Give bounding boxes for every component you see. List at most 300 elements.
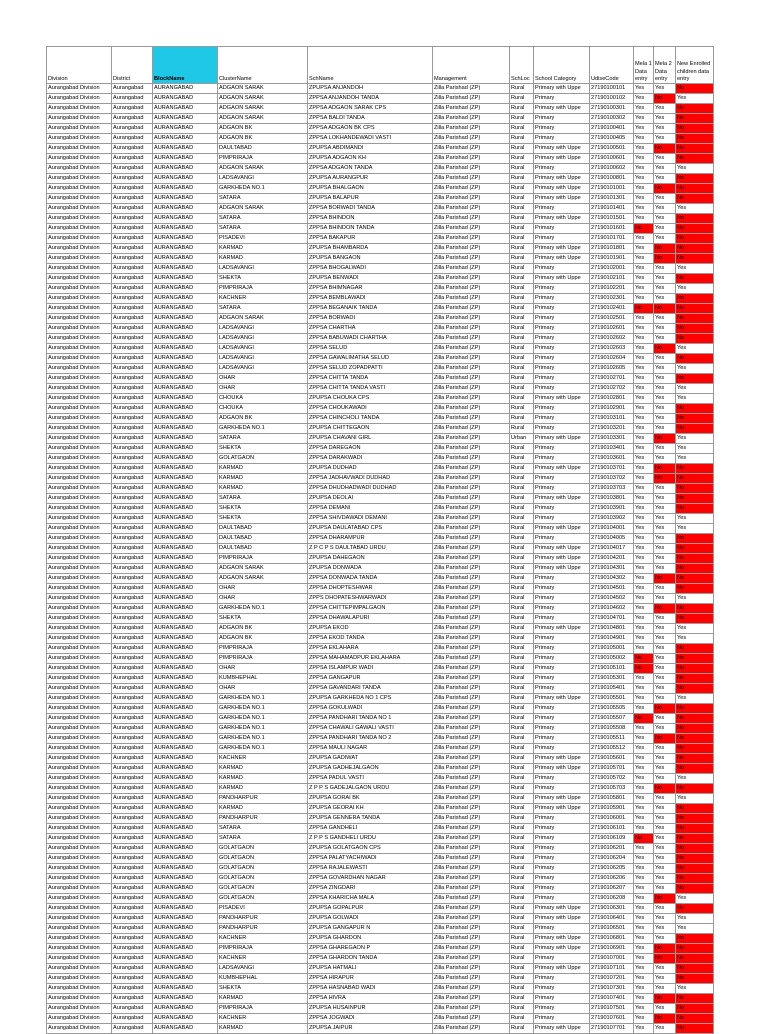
category-cell[interactable]: Primary with Uppe: [534, 914, 590, 924]
cluster-cell[interactable]: ADGAON SARAK: [218, 94, 308, 104]
udise-cell[interactable]: 27190107001: [590, 954, 634, 964]
school-name-cell[interactable]: ZPUPSA EKOD: [308, 624, 433, 634]
block-cell[interactable]: AURANGABAD: [153, 964, 218, 974]
management-cell[interactable]: Zilla Parishad (ZP): [433, 504, 510, 514]
new-enrolled-cell[interactable]: No: [676, 784, 714, 794]
block-cell[interactable]: AURANGABAD: [153, 584, 218, 594]
mela1-cell[interactable]: Yes: [634, 984, 654, 994]
mela1-cell[interactable]: Yes: [634, 1014, 654, 1024]
division-cell[interactable]: Aurangabad Division: [47, 184, 112, 194]
mela2-cell[interactable]: No: [654, 94, 676, 104]
mela1-cell[interactable]: Yes: [634, 184, 654, 194]
cluster-cell[interactable]: LADSAVANGI: [218, 324, 308, 334]
mela1-cell[interactable]: Yes: [634, 704, 654, 714]
division-cell[interactable]: Aurangabad Division: [47, 504, 112, 514]
district-cell[interactable]: Aurangabad: [112, 644, 153, 654]
management-cell[interactable]: Zilla Parishad (ZP): [433, 544, 510, 554]
mela2-cell[interactable]: No: [654, 894, 676, 904]
cluster-cell[interactable]: PISADEVI: [218, 234, 308, 244]
cluster-cell[interactable]: KUMBHEPHAL: [218, 974, 308, 984]
school-name-cell[interactable]: ZPPSA BAKAPUR: [308, 234, 433, 244]
category-cell[interactable]: Primary with Uppe: [534, 84, 590, 94]
category-cell[interactable]: Primary: [534, 594, 590, 604]
block-cell[interactable]: AURANGABAD: [153, 114, 218, 124]
school-name-cell[interactable]: ZPUPSA DEOLAI: [308, 494, 433, 504]
location-cell[interactable]: Rural: [510, 764, 534, 774]
division-cell[interactable]: Aurangabad Division: [47, 684, 112, 694]
cluster-cell[interactable]: GARKHEDA NO.1: [218, 734, 308, 744]
udise-cell[interactable]: 27190103401: [590, 444, 634, 454]
division-cell[interactable]: Aurangabad Division: [47, 194, 112, 204]
mela1-cell[interactable]: Yes: [634, 734, 654, 744]
management-cell[interactable]: Zilla Parishad (ZP): [433, 894, 510, 904]
cluster-cell[interactable]: DAULTABAD: [218, 534, 308, 544]
udise-cell[interactable]: 27190106109: [590, 834, 634, 844]
location-cell[interactable]: Rural: [510, 994, 534, 1004]
management-cell[interactable]: Zilla Parishad (ZP): [433, 704, 510, 714]
new-enrolled-cell[interactable]: No: [676, 84, 714, 94]
udise-cell[interactable]: 27190105507: [590, 714, 634, 724]
new-enrolled-cell[interactable]: No: [676, 1024, 714, 1034]
category-cell[interactable]: Primary: [534, 374, 590, 384]
block-cell[interactable]: AURANGABAD: [153, 164, 218, 174]
school-name-cell[interactable]: ZPUPSA BANGAON: [308, 254, 433, 264]
udise-cell[interactable]: 27190100101: [590, 84, 634, 94]
management-cell[interactable]: Zilla Parishad (ZP): [433, 224, 510, 234]
udise-cell[interactable]: 27190104005: [590, 534, 634, 544]
udise-cell[interactable]: 27190106208: [590, 894, 634, 904]
mela2-cell[interactable]: Yes: [654, 824, 676, 834]
new-enrolled-cell[interactable]: No: [676, 104, 714, 114]
new-enrolled-cell[interactable]: Yes: [676, 394, 714, 404]
cluster-cell[interactable]: KARMAD: [218, 764, 308, 774]
management-cell[interactable]: Zilla Parishad (ZP): [433, 784, 510, 794]
division-cell[interactable]: Aurangabad Division: [47, 464, 112, 474]
division-cell[interactable]: Aurangabad Division: [47, 274, 112, 284]
category-cell[interactable]: Primary: [534, 874, 590, 884]
school-name-cell[interactable]: ZPUPSA BHALGAON: [308, 184, 433, 194]
block-cell[interactable]: AURANGABAD: [153, 384, 218, 394]
school-name-cell[interactable]: ZPUPSA CHAVANI GIRL: [308, 434, 433, 444]
school-name-cell[interactable]: ZPPSA BABUWADI CHARTHA: [308, 334, 433, 344]
category-cell[interactable]: Primary: [534, 404, 590, 414]
block-cell[interactable]: AURANGABAD: [153, 254, 218, 264]
school-name-cell[interactable]: ZPPSA GAWALIMATHA SELUD: [308, 354, 433, 364]
district-cell[interactable]: Aurangabad: [112, 294, 153, 304]
location-cell[interactable]: Rural: [510, 964, 534, 974]
udise-cell[interactable]: 27190105511: [590, 734, 634, 744]
location-cell[interactable]: Rural: [510, 214, 534, 224]
location-cell[interactable]: Rural: [510, 314, 534, 324]
location-cell[interactable]: Rural: [510, 154, 534, 164]
mela2-cell[interactable]: Yes: [654, 564, 676, 574]
category-cell[interactable]: Primary: [534, 484, 590, 494]
new-enrolled-cell[interactable]: No: [676, 174, 714, 184]
division-cell[interactable]: Aurangabad Division: [47, 634, 112, 644]
block-cell[interactable]: AURANGABAD: [153, 664, 218, 674]
category-cell[interactable]: Primary: [534, 614, 590, 624]
district-cell[interactable]: Aurangabad: [112, 634, 153, 644]
division-cell[interactable]: Aurangabad Division: [47, 114, 112, 124]
district-cell[interactable]: Aurangabad: [112, 624, 153, 634]
district-cell[interactable]: Aurangabad: [112, 694, 153, 704]
management-cell[interactable]: Zilla Parishad (ZP): [433, 174, 510, 184]
management-cell[interactable]: Zilla Parishad (ZP): [433, 434, 510, 444]
district-cell[interactable]: Aurangabad: [112, 524, 153, 534]
division-cell[interactable]: Aurangabad Division: [47, 254, 112, 264]
school-name-cell[interactable]: ZPUPSA GHARDON: [308, 934, 433, 944]
category-cell[interactable]: Primary: [534, 304, 590, 314]
block-cell[interactable]: AURANGABAD: [153, 714, 218, 724]
mela1-cell[interactable]: Yes: [634, 214, 654, 224]
mela1-cell[interactable]: Yes: [634, 394, 654, 404]
location-cell[interactable]: Rural: [510, 514, 534, 524]
new-enrolled-cell[interactable]: No: [676, 834, 714, 844]
mela1-cell[interactable]: Yes: [634, 444, 654, 454]
cluster-cell[interactable]: SHEKTA: [218, 514, 308, 524]
school-name-cell[interactable]: ZPUPSA BHAMBARDA: [308, 244, 433, 254]
block-cell[interactable]: AURANGABAD: [153, 594, 218, 604]
cluster-cell[interactable]: PIMPRIRAJA: [218, 944, 308, 954]
cluster-cell[interactable]: ADGAON SARAK: [218, 164, 308, 174]
division-cell[interactable]: Aurangabad Division: [47, 834, 112, 844]
mela1-cell[interactable]: No: [634, 834, 654, 844]
mela1-cell[interactable]: Yes: [634, 504, 654, 514]
new-enrolled-cell[interactable]: Yes: [676, 514, 714, 524]
school-name-cell[interactable]: ZPPSA PANDHARI TANDA NO 2: [308, 734, 433, 744]
district-cell[interactable]: Aurangabad: [112, 884, 153, 894]
cluster-cell[interactable]: ADGAON BK: [218, 124, 308, 134]
mela2-cell[interactable]: Yes: [654, 984, 676, 994]
location-cell[interactable]: Rural: [510, 704, 534, 714]
category-cell[interactable]: Primary: [534, 724, 590, 734]
mela1-cell[interactable]: Yes: [634, 584, 654, 594]
mela1-cell[interactable]: Yes: [634, 604, 654, 614]
mela2-cell[interactable]: Yes: [654, 544, 676, 554]
udise-cell[interactable]: 27190104501: [590, 584, 634, 594]
management-cell[interactable]: Zilla Parishad (ZP): [433, 854, 510, 864]
cluster-cell[interactable]: SHEKTA: [218, 274, 308, 284]
block-cell[interactable]: AURANGABAD: [153, 1014, 218, 1024]
mela1-cell[interactable]: Yes: [634, 1004, 654, 1014]
mela1-cell[interactable]: Yes: [634, 94, 654, 104]
new-enrolled-cell[interactable]: No: [676, 564, 714, 574]
cluster-cell[interactable]: LADSAVANGI: [218, 354, 308, 364]
udise-cell[interactable]: 27190105301: [590, 674, 634, 684]
mela1-cell[interactable]: Yes: [634, 84, 654, 94]
udise-cell[interactable]: 27190101301: [590, 194, 634, 204]
location-cell[interactable]: Rural: [510, 564, 534, 574]
cluster-cell[interactable]: DAULTABAD: [218, 144, 308, 154]
school-name-cell[interactable]: ZPPSA CHITTA TANDA VASTI: [308, 384, 433, 394]
division-cell[interactable]: Aurangabad Division: [47, 704, 112, 714]
location-cell[interactable]: Rural: [510, 464, 534, 474]
category-cell[interactable]: Primary: [534, 334, 590, 344]
category-cell[interactable]: Primary: [534, 444, 590, 454]
district-cell[interactable]: Aurangabad: [112, 504, 153, 514]
division-cell[interactable]: Aurangabad Division: [47, 574, 112, 584]
school-name-cell[interactable]: ZPPSA DONWADA TANDA: [308, 574, 433, 584]
udise-cell[interactable]: 27190102601: [590, 324, 634, 334]
division-cell[interactable]: Aurangabad Division: [47, 894, 112, 904]
location-cell[interactable]: Rural: [510, 854, 534, 864]
district-cell[interactable]: Aurangabad: [112, 454, 153, 464]
mela1-cell[interactable]: Yes: [634, 484, 654, 494]
mela1-cell[interactable]: Yes: [634, 364, 654, 374]
cluster-cell[interactable]: GARKHEDA NO.1: [218, 694, 308, 704]
new-enrolled-cell[interactable]: Yes: [676, 94, 714, 104]
block-cell[interactable]: AURANGABAD: [153, 764, 218, 774]
new-enrolled-cell[interactable]: No: [676, 584, 714, 594]
division-cell[interactable]: Aurangabad Division: [47, 584, 112, 594]
block-cell[interactable]: AURANGABAD: [153, 524, 218, 534]
management-cell[interactable]: Zilla Parishad (ZP): [433, 594, 510, 604]
new-enrolled-cell[interactable]: No: [676, 964, 714, 974]
district-cell[interactable]: Aurangabad: [112, 714, 153, 724]
category-cell[interactable]: Primary: [534, 114, 590, 124]
udise-cell[interactable]: 27190103901: [590, 504, 634, 514]
district-cell[interactable]: Aurangabad: [112, 704, 153, 714]
udise-cell[interactable]: 27190104301: [590, 564, 634, 574]
school-name-cell[interactable]: ZPPSA HIVRA: [308, 994, 433, 1004]
new-enrolled-cell[interactable]: No: [676, 134, 714, 144]
cluster-cell[interactable]: LADSAVANGI: [218, 334, 308, 344]
district-cell[interactable]: Aurangabad: [112, 764, 153, 774]
mela2-cell[interactable]: Yes: [654, 164, 676, 174]
cluster-cell[interactable]: OHAR: [218, 584, 308, 594]
mela2-cell[interactable]: No: [654, 574, 676, 584]
school-name-cell[interactable]: ZPUPSA GEORAI KH: [308, 804, 433, 814]
division-cell[interactable]: Aurangabad Division: [47, 374, 112, 384]
location-cell[interactable]: Rural: [510, 634, 534, 644]
new-enrolled-cell[interactable]: Yes: [676, 894, 714, 904]
udise-cell[interactable]: 27190105801: [590, 794, 634, 804]
location-cell[interactable]: Rural: [510, 94, 534, 104]
division-cell[interactable]: Aurangabad Division: [47, 844, 112, 854]
category-cell[interactable]: Primary with Uppe: [534, 934, 590, 944]
location-cell[interactable]: Rural: [510, 364, 534, 374]
school-name-cell[interactable]: ZPPSA GANGAPUR: [308, 674, 433, 684]
new-enrolled-cell[interactable]: No: [676, 424, 714, 434]
block-cell[interactable]: AURANGABAD: [153, 634, 218, 644]
division-cell[interactable]: Aurangabad Division: [47, 234, 112, 244]
district-cell[interactable]: Aurangabad: [112, 424, 153, 434]
district-cell[interactable]: Aurangabad: [112, 724, 153, 734]
mela2-cell[interactable]: Yes: [654, 524, 676, 534]
cluster-cell[interactable]: SATARA: [218, 824, 308, 834]
mela2-cell[interactable]: No: [654, 244, 676, 254]
mela1-cell[interactable]: Yes: [634, 114, 654, 124]
management-cell[interactable]: Zilla Parishad (ZP): [433, 254, 510, 264]
new-enrolled-cell[interactable]: No: [676, 944, 714, 954]
division-cell[interactable]: Aurangabad Division: [47, 654, 112, 664]
management-cell[interactable]: Zilla Parishad (ZP): [433, 534, 510, 544]
location-cell[interactable]: Rural: [510, 614, 534, 624]
cluster-cell[interactable]: KARMAD: [218, 784, 308, 794]
new-enrolled-cell[interactable]: Yes: [676, 364, 714, 374]
block-cell[interactable]: AURANGABAD: [153, 394, 218, 404]
mela1-cell[interactable]: Yes: [634, 294, 654, 304]
cluster-cell[interactable]: SATARA: [218, 434, 308, 444]
block-cell[interactable]: AURANGABAD: [153, 194, 218, 204]
udise-cell[interactable]: 27190103702: [590, 474, 634, 484]
cluster-cell[interactable]: KACHNER: [218, 1014, 308, 1024]
block-cell[interactable]: AURANGABAD: [153, 654, 218, 664]
block-cell[interactable]: AURANGABAD: [153, 374, 218, 384]
new-enrolled-cell[interactable]: No: [676, 544, 714, 554]
new-enrolled-cell[interactable]: Yes: [676, 454, 714, 464]
management-cell[interactable]: Zilla Parishad (ZP): [433, 494, 510, 504]
new-enrolled-cell[interactable]: Yes: [676, 344, 714, 354]
category-cell[interactable]: Primary with Uppe: [534, 564, 590, 574]
management-cell[interactable]: Zilla Parishad (ZP): [433, 514, 510, 524]
location-cell[interactable]: Rural: [510, 264, 534, 274]
division-cell[interactable]: Aurangabad Division: [47, 454, 112, 464]
mela2-cell[interactable]: Yes: [654, 294, 676, 304]
division-cell[interactable]: Aurangabad Division: [47, 914, 112, 924]
mela1-cell[interactable]: Yes: [634, 374, 654, 384]
block-cell[interactable]: AURANGABAD: [153, 944, 218, 954]
udise-cell[interactable]: 27190105101: [590, 664, 634, 674]
district-cell[interactable]: Aurangabad: [112, 104, 153, 114]
location-cell[interactable]: Rural: [510, 254, 534, 264]
block-cell[interactable]: AURANGABAD: [153, 894, 218, 904]
cluster-cell[interactable]: DAULTABAD: [218, 524, 308, 534]
mela1-cell[interactable]: Yes: [634, 514, 654, 524]
district-cell[interactable]: Aurangabad: [112, 314, 153, 324]
cluster-cell[interactable]: PANDHARPUR: [218, 794, 308, 804]
category-cell[interactable]: Primary: [534, 504, 590, 514]
cluster-cell[interactable]: GARKHEDA NO.1: [218, 744, 308, 754]
location-cell[interactable]: Rural: [510, 414, 534, 424]
udise-cell[interactable]: 27190103301: [590, 434, 634, 444]
block-cell[interactable]: AURANGABAD: [153, 214, 218, 224]
udise-cell[interactable]: 27190101901: [590, 254, 634, 264]
udise-cell[interactable]: 27190107401: [590, 994, 634, 1004]
management-cell[interactable]: Zilla Parishad (ZP): [433, 104, 510, 114]
header-block-name[interactable]: BlockName: [153, 47, 218, 84]
block-cell[interactable]: AURANGABAD: [153, 694, 218, 704]
mela2-cell[interactable]: Yes: [654, 534, 676, 544]
category-cell[interactable]: Primary: [534, 1004, 590, 1014]
new-enrolled-cell[interactable]: No: [676, 704, 714, 714]
category-cell[interactable]: Primary: [534, 814, 590, 824]
mela2-cell[interactable]: Yes: [654, 914, 676, 924]
location-cell[interactable]: Rural: [510, 934, 534, 944]
management-cell[interactable]: Zilla Parishad (ZP): [433, 314, 510, 324]
category-cell[interactable]: Primary with Uppe: [534, 194, 590, 204]
mela1-cell[interactable]: Yes: [634, 914, 654, 924]
cluster-cell[interactable]: CHOUKA: [218, 404, 308, 414]
category-cell[interactable]: Primary: [534, 134, 590, 144]
category-cell[interactable]: Primary: [534, 164, 590, 174]
cluster-cell[interactable]: GOLATGAON: [218, 884, 308, 894]
school-name-cell[interactable]: ZPPSA BEMBLAWADI: [308, 294, 433, 304]
division-cell[interactable]: Aurangabad Division: [47, 764, 112, 774]
cluster-cell[interactable]: SHEKTA: [218, 984, 308, 994]
division-cell[interactable]: Aurangabad Division: [47, 324, 112, 334]
school-name-cell[interactable]: ZPPSA BHIMNAGAR: [308, 284, 433, 294]
mela1-cell[interactable]: Yes: [634, 454, 654, 464]
cluster-cell[interactable]: KUMBHEPHAL: [218, 674, 308, 684]
block-cell[interactable]: AURANGABAD: [153, 564, 218, 574]
school-name-cell[interactable]: ZPPSA LOKHANDEWADI VASTI: [308, 134, 433, 144]
mela1-cell[interactable]: Yes: [634, 524, 654, 534]
category-cell[interactable]: Primary: [534, 354, 590, 364]
division-cell[interactable]: Aurangabad Division: [47, 334, 112, 344]
division-cell[interactable]: Aurangabad Division: [47, 604, 112, 614]
mela1-cell[interactable]: Yes: [634, 234, 654, 244]
school-name-cell[interactable]: ZPPS DHOPATESHWARWADI: [308, 594, 433, 604]
mela1-cell[interactable]: Yes: [634, 754, 654, 764]
mela1-cell[interactable]: Yes: [634, 354, 654, 364]
new-enrolled-cell[interactable]: No: [676, 574, 714, 584]
management-cell[interactable]: Zilla Parishad (ZP): [433, 164, 510, 174]
school-name-cell[interactable]: ZPUPSA DUDHAD: [308, 464, 433, 474]
division-cell[interactable]: Aurangabad Division: [47, 674, 112, 684]
mela1-cell[interactable]: Yes: [634, 804, 654, 814]
management-cell[interactable]: Zilla Parishad (ZP): [433, 374, 510, 384]
block-cell[interactable]: AURANGABAD: [153, 1004, 218, 1014]
district-cell[interactable]: Aurangabad: [112, 134, 153, 144]
location-cell[interactable]: Rural: [510, 584, 534, 594]
school-name-cell[interactable]: ZPUPSA ADGAON KH: [308, 154, 433, 164]
district-cell[interactable]: Aurangabad: [112, 434, 153, 444]
new-enrolled-cell[interactable]: No: [676, 644, 714, 654]
new-enrolled-cell[interactable]: No: [676, 744, 714, 754]
location-cell[interactable]: Urban: [510, 434, 534, 444]
school-name-cell[interactable]: ZPPSA HASNABAD WADI: [308, 984, 433, 994]
udise-cell[interactable]: 27190100501: [590, 144, 634, 154]
mela2-cell[interactable]: Yes: [654, 494, 676, 504]
mela2-cell[interactable]: Yes: [654, 934, 676, 944]
new-enrolled-cell[interactable]: Yes: [676, 444, 714, 454]
location-cell[interactable]: Rural: [510, 664, 534, 674]
mela1-cell[interactable]: Yes: [634, 824, 654, 834]
mela2-cell[interactable]: Yes: [654, 444, 676, 454]
school-name-cell[interactable]: ZPPSA ADGAON SARAK CPS: [308, 104, 433, 114]
new-enrolled-cell[interactable]: No: [676, 354, 714, 364]
location-cell[interactable]: Rural: [510, 754, 534, 764]
management-cell[interactable]: Zilla Parishad (ZP): [433, 354, 510, 364]
new-enrolled-cell[interactable]: No: [676, 314, 714, 324]
block-cell[interactable]: AURANGABAD: [153, 644, 218, 654]
category-cell[interactable]: Primary with Uppe: [534, 184, 590, 194]
new-enrolled-cell[interactable]: No: [676, 124, 714, 134]
block-cell[interactable]: AURANGABAD: [153, 454, 218, 464]
udise-cell[interactable]: 27190101601: [590, 224, 634, 234]
udise-cell[interactable]: 27190106001: [590, 814, 634, 824]
block-cell[interactable]: AURANGABAD: [153, 684, 218, 694]
new-enrolled-cell[interactable]: No: [676, 804, 714, 814]
location-cell[interactable]: Rural: [510, 284, 534, 294]
division-cell[interactable]: Aurangabad Division: [47, 874, 112, 884]
new-enrolled-cell[interactable]: No: [676, 884, 714, 894]
district-cell[interactable]: Aurangabad: [112, 994, 153, 1004]
location-cell[interactable]: Rural: [510, 924, 534, 934]
mela1-cell[interactable]: Yes: [634, 494, 654, 504]
school-name-cell[interactable]: ZPPSA BEGANAIK TANDA: [308, 304, 433, 314]
management-cell[interactable]: Zilla Parishad (ZP): [433, 134, 510, 144]
mela1-cell[interactable]: Yes: [634, 314, 654, 324]
cluster-cell[interactable]: ADGAON BK: [218, 134, 308, 144]
mela1-cell[interactable]: Yes: [634, 934, 654, 944]
category-cell[interactable]: Primary with Uppe: [534, 764, 590, 774]
mela1-cell[interactable]: Yes: [634, 254, 654, 264]
category-cell[interactable]: Primary: [534, 424, 590, 434]
division-cell[interactable]: Aurangabad Division: [47, 394, 112, 404]
management-cell[interactable]: Zilla Parishad (ZP): [433, 304, 510, 314]
